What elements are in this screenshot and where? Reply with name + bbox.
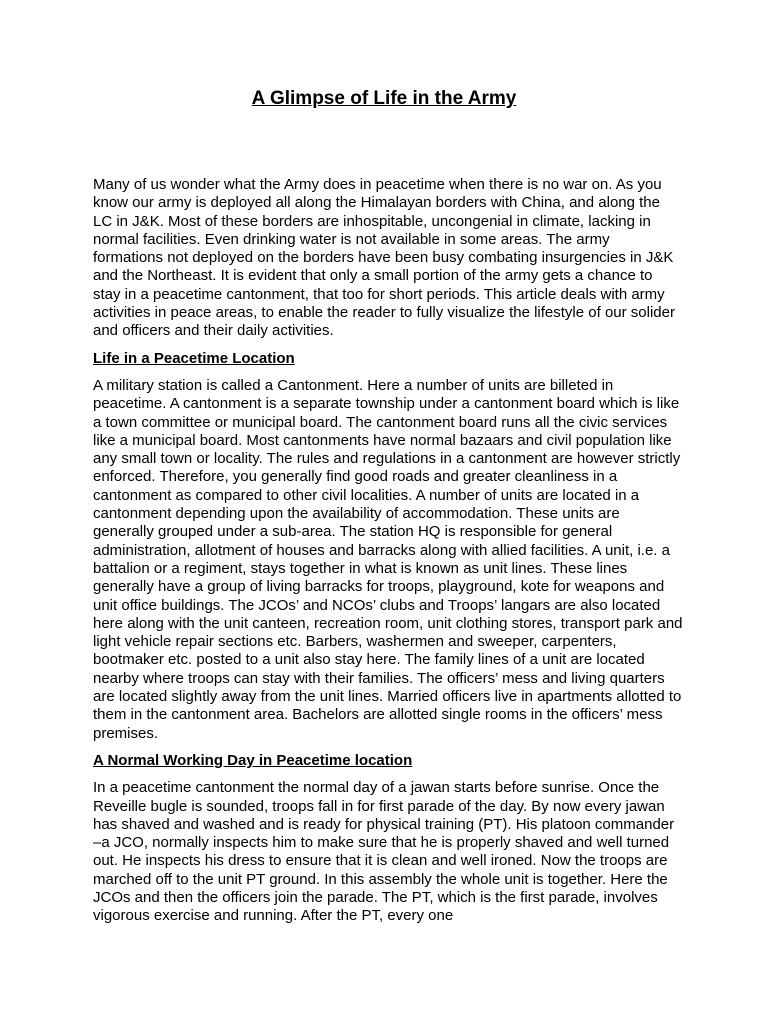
intro-paragraph: Many of us wonder what the Army does in peacetime when there is no war on. As you know our army is deployed all along the Himalayan borders with China, and along the LC in J&K. Most of these borders are inhospitable, uncongenial in climate, lacking in normal facilities. Even drinking water is not available in some areas. The army formations not deployed on the borders have been busy combating insurgencies in J&K and the Northeast. It is evident that only a small portion of the army gets a chance to stay in a peacetime cantonment, that too for short periods. This article deals with army activities in peace areas, to enable the reader to fully visualize the lifestyle of our solider and officers and their daily activities. (93, 176, 675, 340)
section-heading-working-day: A Normal Working Day in Peacetime location (93, 751, 413, 769)
document-title: A Glimpse of Life in the Army (251, 88, 517, 109)
section-heading-peacetime-location: Life in a Peacetime Location (93, 349, 295, 367)
document-body (93, 176, 683, 935)
section-paragraph-peacetime-location: A military station is called a Cantonment. Here a number of units are billeted in peacetime. A cantonment is a separate township under a cantonment board which is like a town committee or municipal board. The cantonment board runs all the civic services like a municipal board. Most cantonments have normal bazaars and civil population like any small town or locality. The rules and regulations in a cantonment are however strictly enforced. Therefore, you generally find good roads and greater cleanliness in a cantonment as compared to other civil localities. A number of units are located in a cantonment depending upon the availability of accommodation. These units are generally grouped under a sub-area. The station HQ is responsible for general administration, allotment of houses and barracks along with allied facilities. A unit, i.e. a battalion or a regiment, stays together in what is known as unit lines. These lines generally have a group of living barracks for troops, playground, kote for weapons and unit office buildings. The JCOs’ and NCOs’ clubs and Troops’ langars are also located here along with the unit canteen, recreation room, unit clothing stores, transport park and light vehicle repair sections etc. Barbers, washermen and sweeper, carpenters, bootmaker etc. posted to a unit also stay here. The family lines of a unit are located nearby where troops can stay with their families. The officers’ mess and living quarters are located slightly away from the unit lines. Married officers live in apartments allotted to them in the cantonment area. Bachelors are allotted single rooms in the officers’ mess premises. (93, 376, 683, 742)
section-paragraph-working-day: In a peacetime cantonment the normal day of a jawan starts before sunrise. Once the Reveille bugle is sounded, troops fall in for first parade of the day. By now every jawan has shaved and washed and is ready for physical training (PT). His platoon commander –a JCO, normally inspects him to make sure that he is properly shaved and well turned out. He inspects his dress to ensure that it is clean and well ironed. Now the troops are marched off to the unit PT ground. In this assembly the whole unit is together. Here the JCOs and then the officers join the parade. The PT, which is the first parade, involves vigorous exercise and running. After the PT, every one (93, 779, 675, 925)
